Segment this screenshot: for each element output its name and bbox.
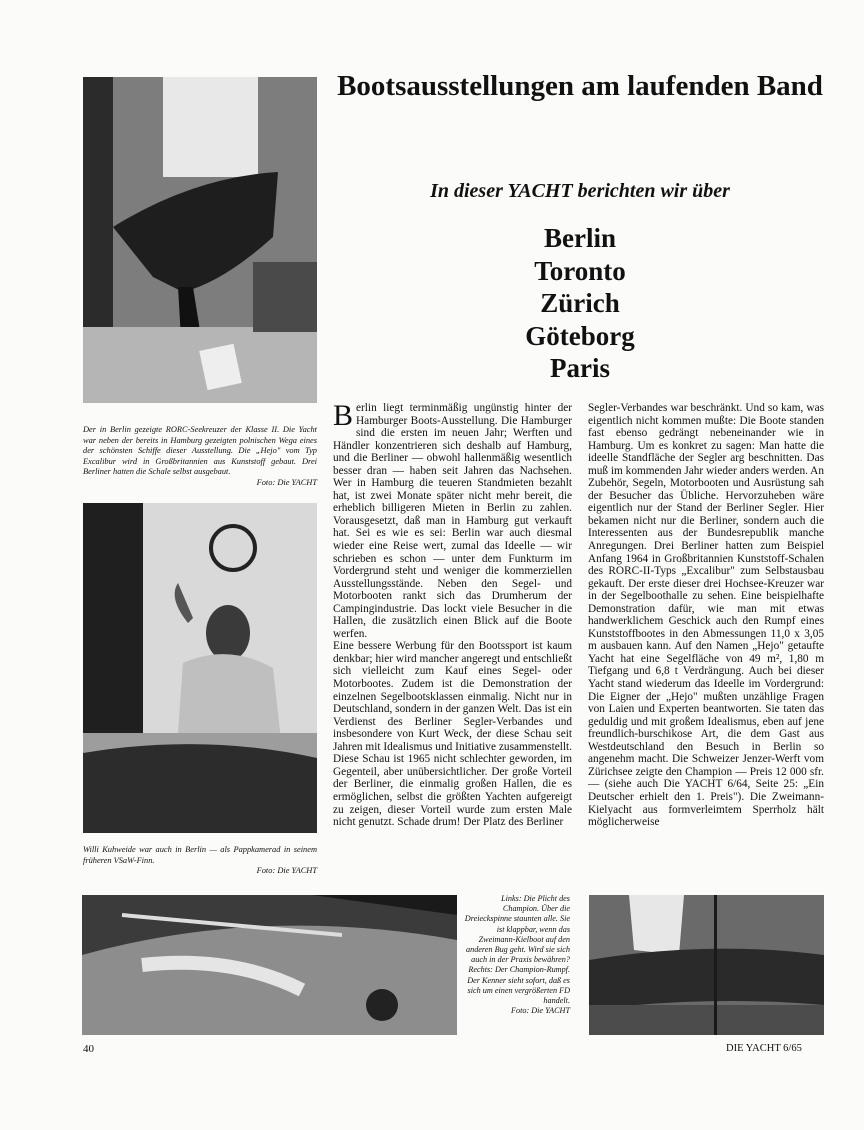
photo-champion-hull bbox=[589, 895, 824, 1035]
photo1-caption: Der in Berlin gezeigte RORC-Seekreuzer der Klasse II. Die Yacht war neben der bereits in Hamburg gezeigten polnischen Wega eines der schönsten Schiffe dieser Ausstellung. Die „Hejo" vom Typ Excalibur wird in Großbritannien aus Kunststoff gebaut. Drei Berliner hatten die Schale selbst ausgebaut. Foto: Die YACHT bbox=[83, 425, 317, 487]
photo2-caption: Willi Kuhweide war auch in Berlin — als Pappkamerad in seinem früheren VSaW-Finn. Foto: Die YACHT bbox=[83, 845, 317, 876]
city-list bbox=[452, 222, 708, 385]
dropcap: B bbox=[333, 399, 354, 432]
subheadline: In dieser YACHT berichten wir über bbox=[430, 180, 730, 202]
column1-paragraph-2: Eine bessere Werbung für den Bootssport ist kaum denkbar; hier wird mancher angeregt und entschließt sich vielleicht zum Kauf eines Segel- oder Motorbootes. Zudem ist die Demonstration der einzelnen Segelbootsklassen einmalig. Nicht nur in Deutschland, sondern in der ganzen Welt. Das ist ein Verdienst des Berliner Segler-Verbandes und insbesondere von Kurt Weck, der diese Schau seit Jahren mit Idealismus und Initiative zusammenstellt. Diese Schau ist 1965 nicht schlechter geworden, im Gegenteil, aber unübersichtlicher. Der große Vorteil der Berliner, die einmalig großen Hallen, die es ermöglichen, selbst die größten Yachten aufgereigt zu zeigen, dieser Vorteil wurde zum ersten Male nicht genutzt. Schade drum! Der Platz des Berliner bbox=[333, 640, 572, 829]
city-paris: Paris bbox=[550, 353, 610, 383]
city-toronto: Toronto bbox=[534, 255, 626, 286]
bottom-caption: Links: Die Plicht des Champion. Über die Dreieckspinne staunten alle. Sie ist klappbar, wenn das Zweimann-Kielboot auf den anderen Bug geht. Wird sie sich auch in der Praxis bewähren? Rechts: Der Champion-Rumpf. Der Kenner sieht sofort, daß es sich um einen vergrößerten FD handelt. Foto: Die YACHT bbox=[464, 894, 570, 1016]
article-column-2 bbox=[588, 402, 824, 829]
photo-champion-cockpit bbox=[82, 895, 457, 1035]
photo2-credit: Foto: Die YACHT bbox=[256, 866, 317, 876]
city-zurich: Zürich bbox=[540, 288, 620, 318]
city-berlin: Berlin bbox=[544, 223, 616, 253]
city-goteborg: Göteborg bbox=[525, 320, 635, 351]
photo-rorc-yacht bbox=[83, 77, 317, 403]
bottom-credit: Foto: Die YACHT bbox=[510, 1006, 570, 1016]
page-number: 40 bbox=[83, 1043, 94, 1055]
photo1-credit: Foto: Die YACHT bbox=[256, 477, 317, 487]
photo-willi-kuhweide bbox=[83, 503, 317, 833]
article-column-1 bbox=[333, 399, 572, 829]
column2-paragraph: Segler-Verbandes war beschränkt. Und so kam, was eigentlich nicht kommen mußte: Die Boote standen fast ebenso gedrängt nebeneinander wie in Hamburg. Um es konkret zu sagen: Man hatte die ideelle Standfläche der Segler arg beschnitten. Das muß im kommenden Jahr wieder anders werden. An Zubehör, Segeln, Motorbooten und Ausrüstung sah der Besucher das Übliche. Hervorzuheben wäre eigentlich nur der Stand der Berliner Segler. Hier bekamen nicht nur die Berliner, sondern auch die Interessenten aus der Bundesrepublik manche Anregungen. Drei Berliner hatten zum Beispiel Anfang 1964 in Großbritannien Kunststoff-Schalen des RORC-II-Typs „Excalibur" zum Selbstausbau gekauft. Der erste dieser drei Hochsee-Kreuzer war in der Segelboothalle zu sehen. Eine beispielhafte Demonstration dafür, wie man mit etwas handwerklichem Geschick auch den Rumpf eines Kunststoffbootes in den Abmessungen 11,0 x 3,05 m ausbauen kann. Auf den Namen „Hejo" getaufte Yacht hat eine Segelfläche von 49 m², 1,80 m Tiefgang und 6,8 t Verdrängung. Auch bei dieser Yacht stand wiederum das Ideelle im Vordergrund: Die Eigner der „Hejo" mußten unzählige Fragen von Laien und Experten beantworten. Sie taten das geduldig und mit großem Idealismus, eben auf jene freundlich-burschikose Art, die dem Gast aus Westdeutschland den Besuch in Berlin so angenehm macht. Die Schweizer Jenzer-Werft vom Zürichsee zeigte den Champion — Preis 12 000 sfr. — (siehe auch Die YACHT 6/64, Seite 25: „Ein Deutscher erhielt den 1. Preis"). Die Zweimann-Kielyacht aus formverleimtem Sperrholz hält möglicherweise bbox=[588, 402, 824, 829]
page-title: Bootsausstellungen am laufenden Band bbox=[337, 70, 823, 102]
column1-paragraph-1: erlin liegt terminmäßig ungünstig hinter der Hamburger Boots-Ausstellung. Die Hamburger sind die ersten im neuen Jahr; Werften und Händler konzentrieren sich deshalb auf Hamburg, und die Berliner — obwohl hallenmäßig wesentlich besser dran — haben seit Jahren das Nachsehen. Wer in Hamburg die teueren Standmieten bezahlt hat, ist zwei Monate später nicht mehr bereit, die erheblich billigeren Mieten in Berlin zu zahlen. Vorausgesetzt, daß man in Hamburg gut verkauft hat. Sei es wie es sei: Berlin war auch diesmal wieder eine Reise wert, zumal das Ideelle — wir schrieben es schon — unter dem Funkturm im Vordergrund steht und weniger die kommerziellen Ausstellungsstände. Neben den Segel- und Motorbooten rankt sich das Drumherum der Campingindustrie. Das lockt viele Besucher in die Hallen, die zusätzlich einen Blick auf die Boote werfen. bbox=[333, 402, 572, 640]
footer-issue: DIE YACHT 6/65 bbox=[726, 1043, 802, 1054]
